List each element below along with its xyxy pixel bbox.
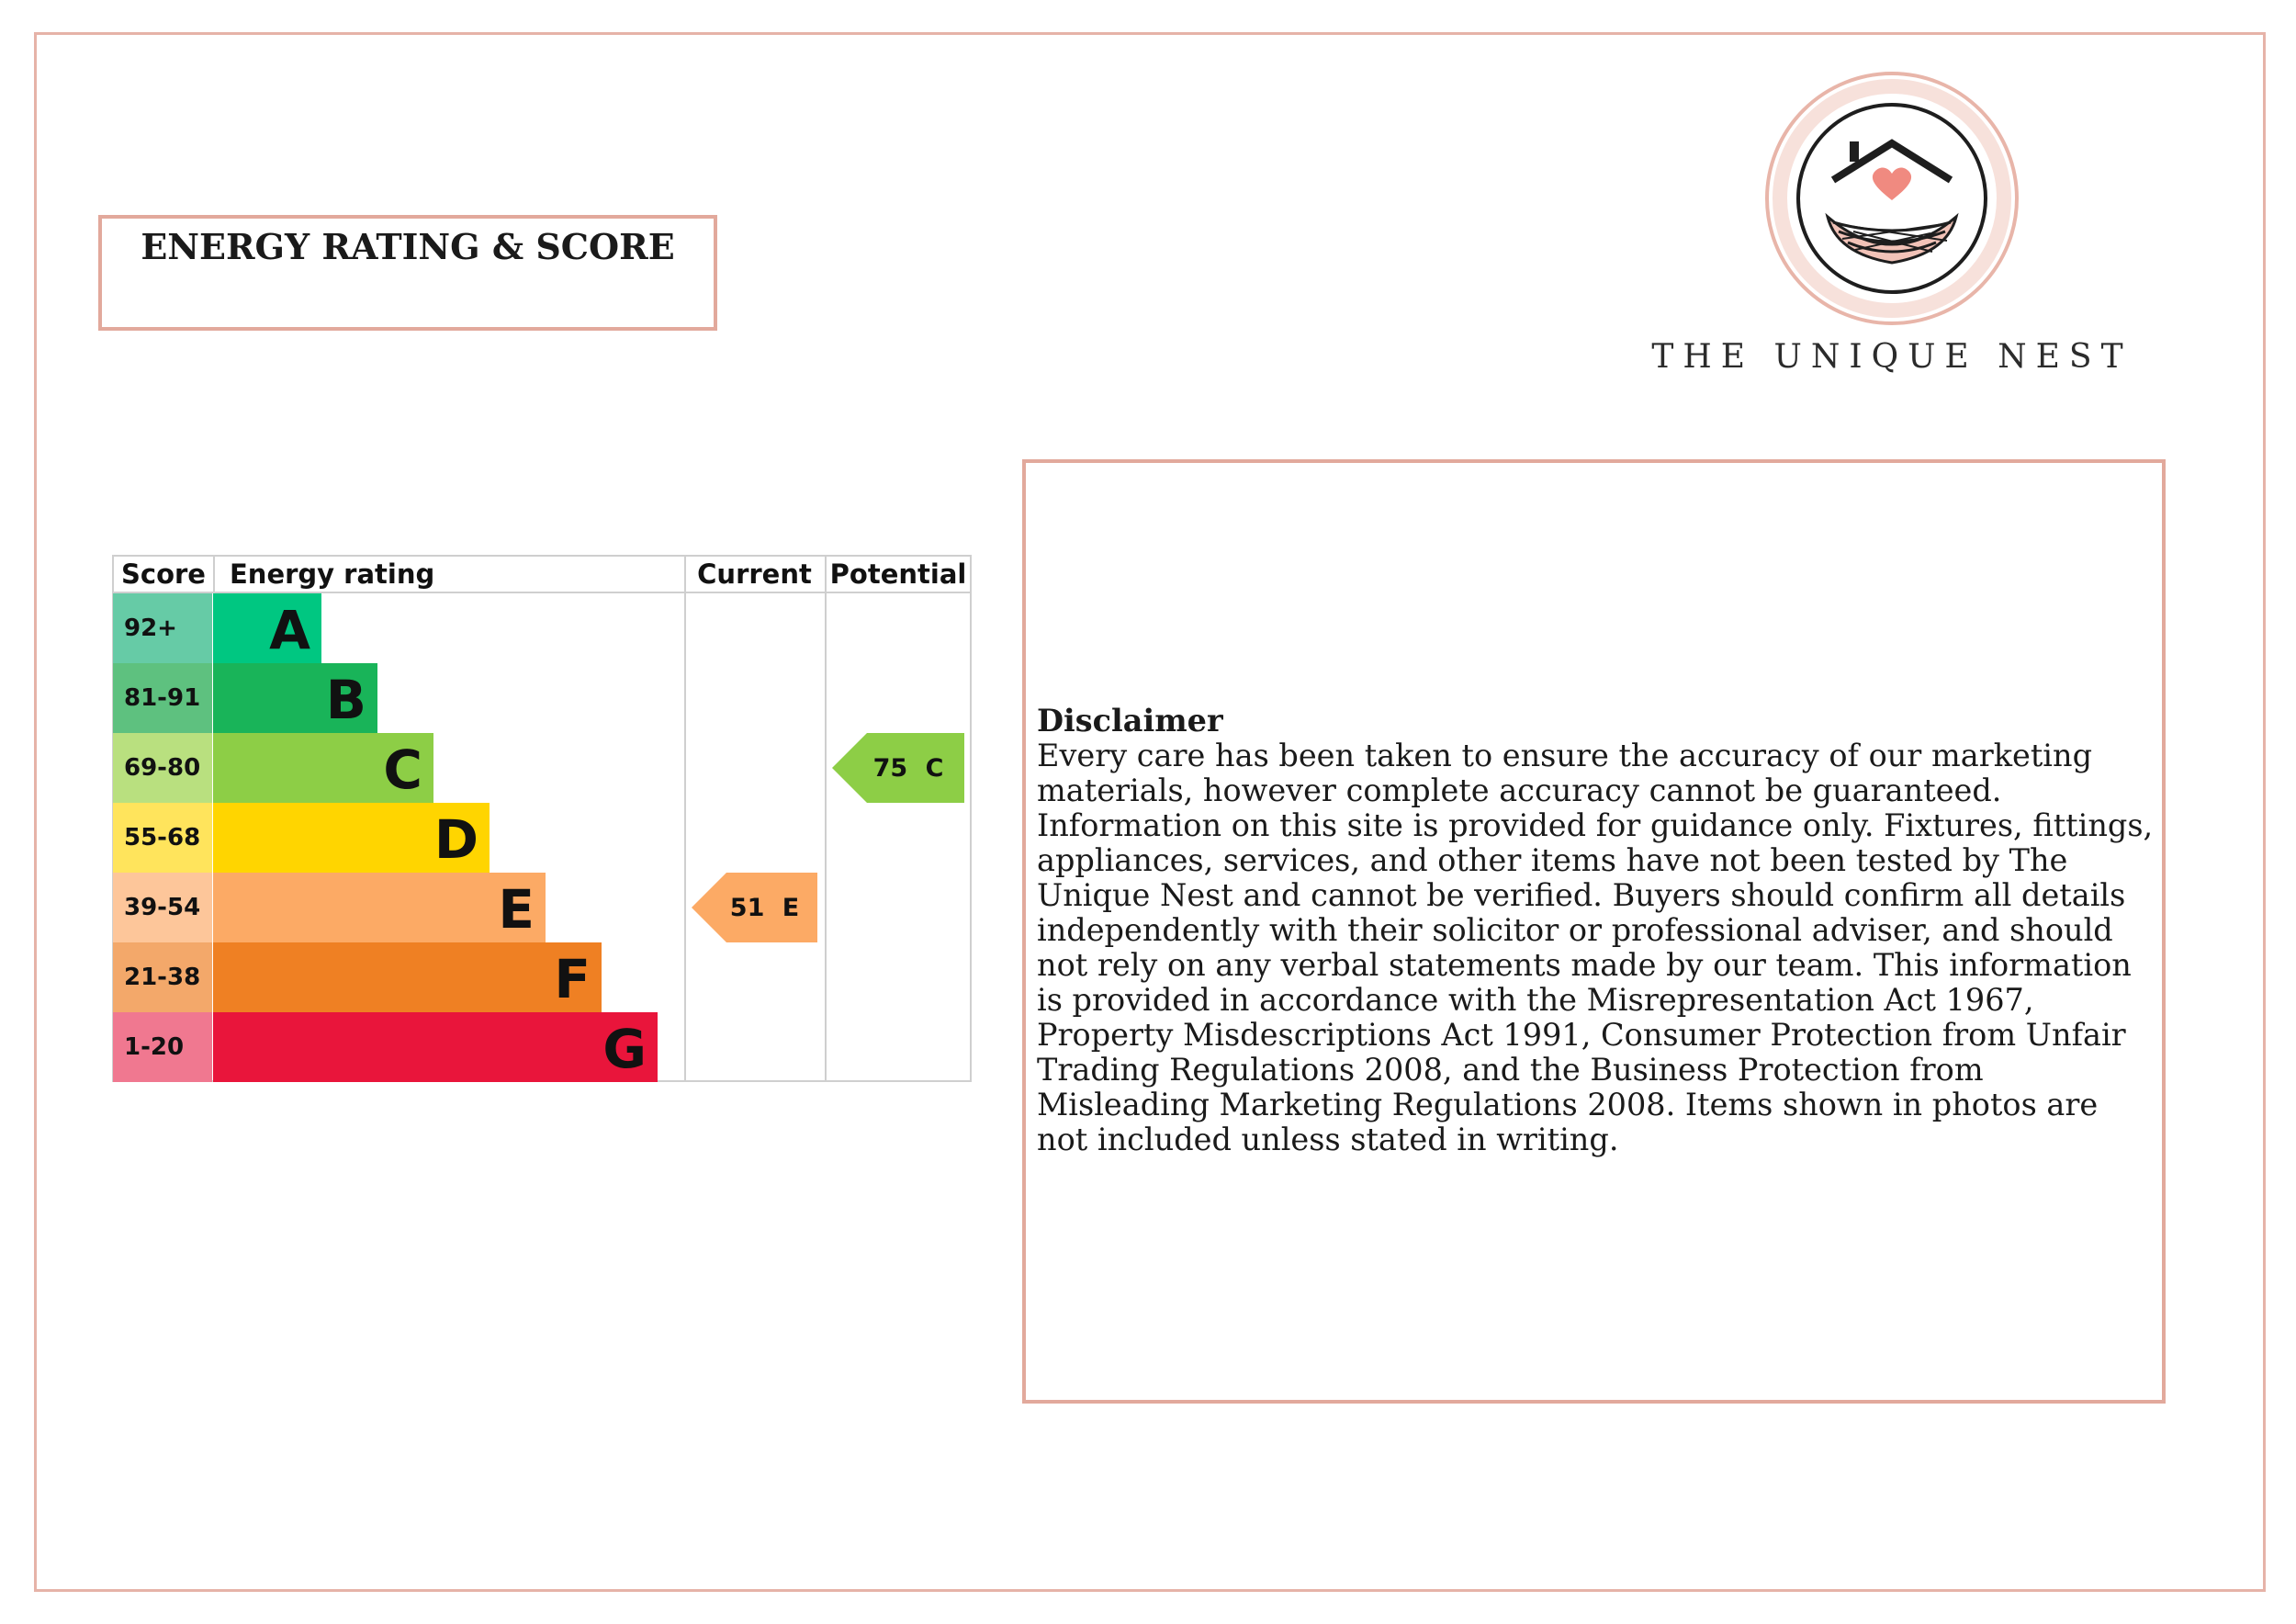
column-header: Current	[697, 558, 812, 590]
band-bar-f	[213, 942, 602, 1012]
disclaimer	[1037, 704, 2157, 1157]
band-letter: C	[383, 739, 422, 801]
band-score: 92+	[113, 593, 212, 663]
page-title: ENERGY RATING & SCORE	[141, 226, 675, 267]
band-bar-b	[213, 663, 377, 733]
energy-rating-chart	[112, 555, 972, 1082]
band-score: 1-20	[113, 1012, 212, 1082]
band-score: 21-38	[113, 942, 212, 1012]
band-score: 55-68	[113, 803, 212, 873]
band-score: 39-54	[113, 873, 212, 942]
band-letter: B	[325, 669, 366, 731]
band-letter: E	[498, 878, 535, 941]
brand-name: THE UNIQUE NEST	[1651, 338, 2133, 376]
band-bar-e	[213, 873, 546, 942]
band-bar-g	[213, 1012, 658, 1082]
band-letter: G	[602, 1018, 647, 1080]
current-rating-arrow	[692, 873, 817, 942]
column-header: Score	[121, 558, 206, 590]
grid-line	[970, 555, 972, 1082]
column-header: Potential	[829, 558, 967, 590]
band-bar-c	[213, 733, 433, 803]
disclaimer-box	[1022, 459, 2166, 1404]
grid-line	[213, 555, 215, 592]
grid-line	[684, 555, 686, 1082]
disclaimer-body: Every care has been taken to ensure the accuracy of our marketing materials, however complete accuracy cannot be guaranteed. Information on this site is provided for guidance only. Fixtures, fittings, appliances, services, and other items have not been tested by The Unique Nest and cannot be verified. Buyers should confirm all details independently with their solicitor or professional adviser, and should not rely on any verbal statements made by our team. This information is provided in accordance with the Misrepresentation Act 1967, Property Misdescriptions Act 1991, Consumer Protection from Unfair Trading Regulations 2008, and the Business Protection from Misleading Marketing Regulations 2008. Items shown in photos are not included unless stated in writing.	[1037, 738, 2154, 1157]
band-letter: D	[433, 808, 478, 871]
band-letter: F	[554, 948, 591, 1010]
potential-rating-arrow	[832, 733, 964, 803]
current-rating-arrow-label: 51 E	[729, 893, 800, 922]
epc-table	[112, 555, 972, 1082]
band-bar-a	[213, 593, 321, 663]
band-bar-d	[213, 803, 490, 873]
potential-rating-arrow-label: 75 C	[872, 753, 944, 783]
column-header: Energy rating	[230, 558, 435, 590]
title-box	[98, 215, 717, 331]
brand-logo	[1763, 70, 2020, 327]
disclaimer-title: Disclaimer	[1037, 703, 1223, 739]
house-heart-nest-icon	[1763, 70, 2020, 327]
band-letter: A	[269, 599, 310, 661]
band-score: 81-91	[113, 663, 212, 733]
grid-line	[825, 555, 827, 1082]
band-score: 69-80	[113, 733, 212, 803]
